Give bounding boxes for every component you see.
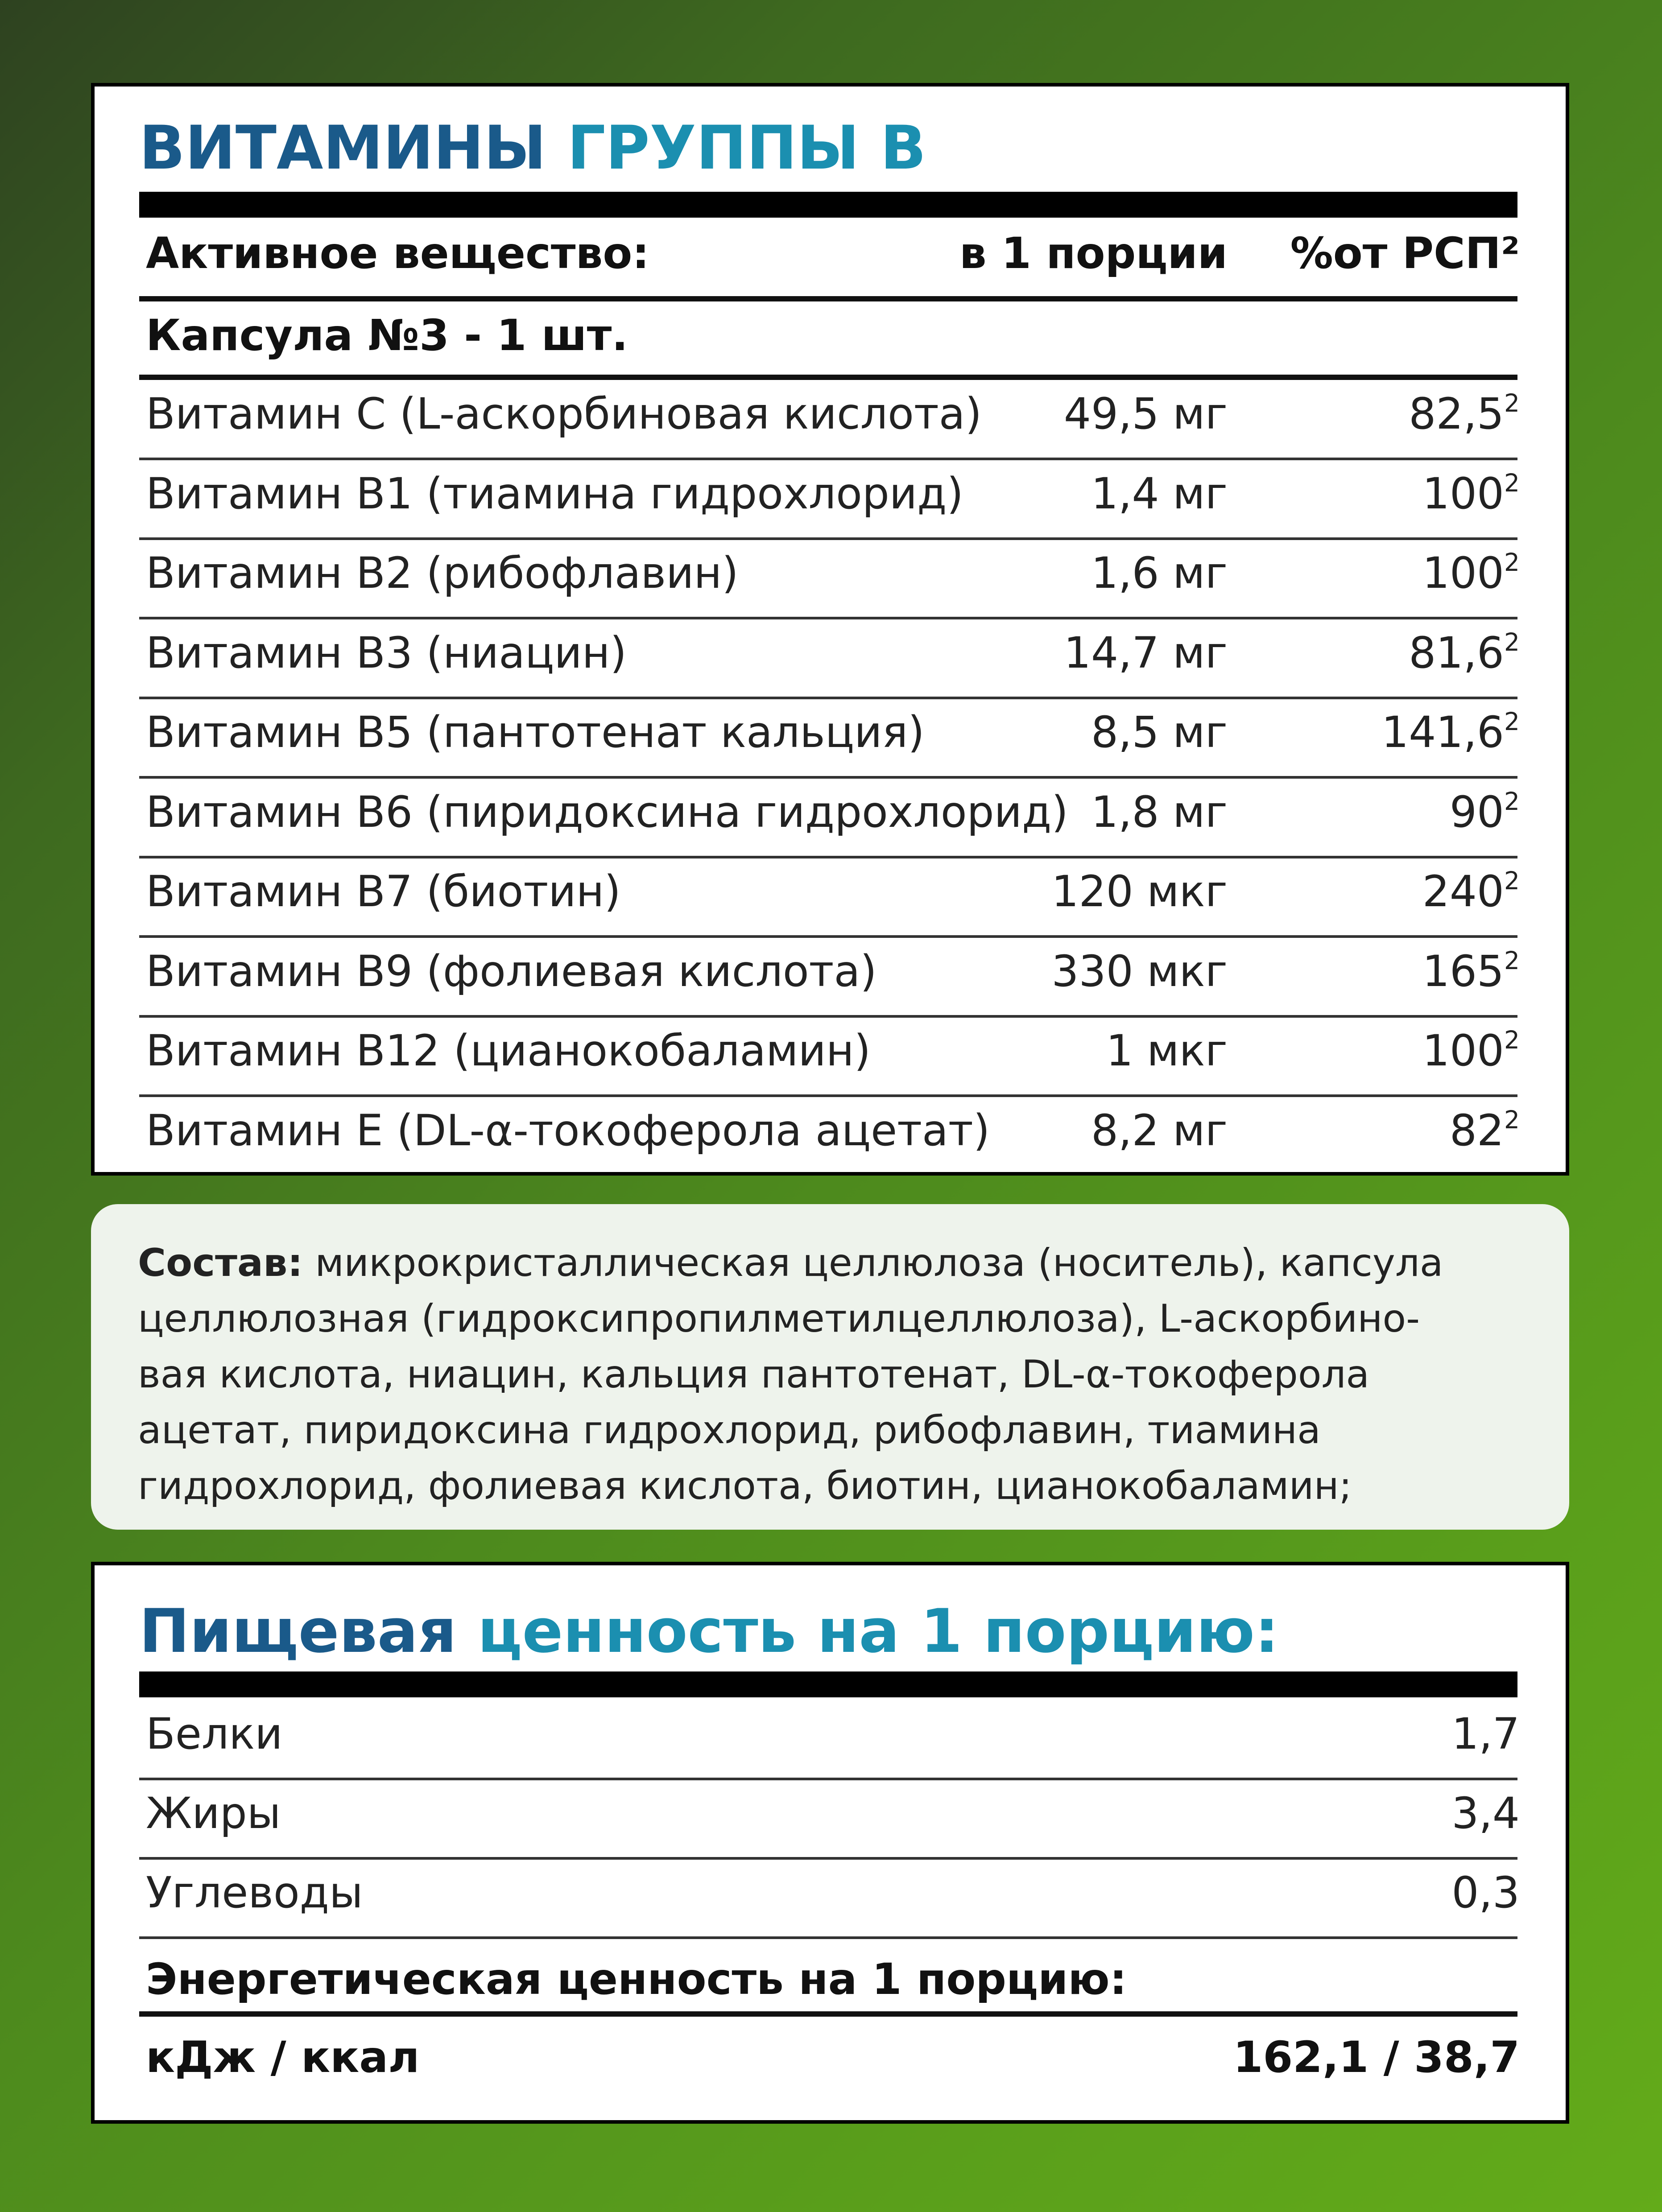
vitamin-percent-value: 100 — [1422, 468, 1504, 519]
vitamin-amount: 1,4 мг — [1091, 468, 1228, 519]
vitamin-percent — [1254, 548, 1520, 598]
vitamins-header-bar — [139, 192, 1517, 218]
vitamin-percent-value: 100 — [1422, 548, 1504, 598]
vitamin-row-divider — [139, 856, 1517, 858]
vitamin-name: Витамин В9 (фолиевая кислота) — [146, 946, 877, 996]
composition-line-3: ацетат, пиридоксина гидрохлорид, рибофлавин, тиамина — [138, 1408, 1321, 1453]
nutrient-value: 1,7 — [1451, 1709, 1520, 1759]
vitamins-title-part2: ГРУППЫ В — [567, 113, 926, 183]
vitamin-percent — [1254, 627, 1520, 678]
vitamin-percent-value: 240 — [1422, 867, 1504, 916]
nutrition-panel — [91, 1562, 1569, 2124]
energy-value: 162,1 / 38,7 — [1233, 2032, 1520, 2082]
vitamin-name: Витамин В5 (пантотенат кальция) — [146, 707, 925, 757]
composition-line-1: целлюлозная (гидроксипропилметилцеллюлоза), L-аскорбино- — [138, 1296, 1420, 1341]
vitamin-percent-footnote: 2 — [1504, 468, 1520, 497]
vitamin-row-divider — [139, 776, 1517, 779]
composition-box — [91, 1204, 1569, 1530]
vitamin-percent — [1254, 946, 1520, 996]
vitamin-name: Витамин В1 (тиамина гидрохлорид) — [146, 468, 963, 519]
capsule-label: Капсула №3 - 1 шт. — [146, 310, 628, 360]
vitamin-percent-footnote: 2 — [1504, 548, 1520, 577]
vitamin-row-divider — [139, 1015, 1517, 1018]
vitamin-amount: 8,2 мг — [1091, 1105, 1228, 1156]
vitamin-amount: 1,6 мг — [1091, 548, 1228, 598]
vitamin-row-divider — [139, 537, 1517, 540]
vitamin-percent-value: 165 — [1422, 946, 1504, 996]
energy-divider — [139, 2011, 1517, 2017]
vitamin-percent — [1254, 389, 1520, 439]
vitamin-percent-footnote: 2 — [1504, 389, 1520, 417]
vitamin-name: Витамин В3 (ниацин) — [146, 627, 627, 678]
vitamin-name: Витамин В2 (рибофлавин) — [146, 548, 739, 598]
composition-line-0 — [138, 1235, 1520, 1291]
vitamin-amount: 120 мкг — [1051, 867, 1228, 916]
vitamin-name: Витамин В6 (пиридоксина гидрохлорид) — [146, 787, 1068, 837]
nutrient-value: 3,4 — [1451, 1788, 1520, 1838]
vitamin-percent — [1254, 1105, 1520, 1156]
composition-text-0: микрокристаллическая целлюлоза (носитель), капсула — [302, 1241, 1443, 1285]
vitamin-percent-footnote: 2 — [1504, 946, 1520, 975]
energy-units: кДж / ккал — [146, 2032, 420, 2082]
vitamin-percent-footnote: 2 — [1504, 1105, 1520, 1134]
vitamin-percent — [1254, 867, 1520, 916]
nutrient-name: Белки — [146, 1709, 283, 1759]
vitamin-amount: 1,8 мг — [1091, 787, 1228, 837]
header-percent: %от РСП² — [1290, 228, 1520, 278]
vitamin-percent-value: 100 — [1422, 1026, 1504, 1076]
vitamin-amount: 8,5 мг — [1091, 707, 1228, 757]
vitamin-row-divider — [139, 935, 1517, 938]
nutrition-title-part1: Пищевая — [139, 1596, 457, 1666]
nutrient-row-divider — [139, 1778, 1517, 1780]
header-per-serving: в 1 порции — [959, 228, 1228, 278]
vitamin-percent-value: 82 — [1449, 1105, 1504, 1156]
vitamin-name: Витамин Е (DL-α-токоферола ацетат) — [146, 1105, 990, 1156]
vitamin-percent-value: 141,6 — [1381, 707, 1504, 757]
vitamin-percent-value: 81,6 — [1409, 627, 1504, 678]
vitamin-percent-value: 90 — [1449, 787, 1504, 837]
vitamin-amount: 14,7 мг — [1063, 627, 1228, 678]
composition-label: Состав: — [138, 1241, 303, 1285]
nutrient-name: Жиры — [146, 1788, 281, 1838]
vitamin-name: Витамин В12 (цианокобаламин) — [146, 1026, 871, 1076]
capsule-divider — [139, 375, 1517, 380]
vitamin-percent — [1254, 1026, 1520, 1076]
vitamin-row-divider — [139, 617, 1517, 619]
vitamins-panel — [91, 83, 1569, 1176]
nutrient-row-divider — [139, 1936, 1517, 1939]
vitamin-percent-footnote: 2 — [1504, 787, 1520, 816]
vitamin-percent-footnote: 2 — [1504, 1026, 1520, 1054]
nutrient-value: 0,3 — [1451, 1868, 1520, 1918]
vitamin-row-divider — [139, 697, 1517, 699]
vitamin-row-divider — [139, 458, 1517, 460]
vitamin-percent-footnote: 2 — [1504, 707, 1520, 736]
vitamin-percent — [1254, 468, 1520, 519]
nutrient-row-divider — [139, 1857, 1517, 1860]
vitamin-amount: 49,5 мг — [1063, 389, 1228, 439]
vitamin-percent-value: 82,5 — [1409, 389, 1504, 439]
vitamin-amount: 330 мкг — [1051, 946, 1228, 996]
vitamin-percent-footnote: 2 — [1504, 627, 1520, 656]
composition-line-4: гидрохлорид, фолиевая кислота, биотин, цианокобаламин; — [138, 1464, 1352, 1508]
vitamin-percent — [1254, 707, 1520, 757]
header-divider — [139, 296, 1517, 301]
nutrition-title — [139, 1596, 1279, 1666]
nutrient-name: Углеводы — [146, 1868, 363, 1918]
nutrition-header-bar — [139, 1671, 1517, 1697]
vitamins-title-part1: ВИТАМИНЫ — [139, 113, 546, 183]
vitamin-percent-footnote: 2 — [1504, 867, 1520, 895]
vitamin-percent — [1254, 787, 1520, 837]
vitamins-title — [139, 113, 926, 183]
nutrition-title-part2: ценность на 1 порцию: — [477, 1596, 1279, 1666]
vitamin-name: Витамин С (L-аскорбиновая кислота) — [146, 389, 982, 439]
energy-label: Энергетическая ценность на 1 порцию: — [146, 1954, 1127, 2004]
header-substance: Активное вещество: — [146, 228, 649, 278]
vitamin-name: Витамин В7 (биотин) — [146, 867, 621, 916]
vitamin-amount: 1 мкг — [1106, 1026, 1228, 1076]
composition-line-2: вая кислота, ниацин, кальция пантотенат, DL-α-токоферола — [138, 1352, 1370, 1397]
vitamin-row-divider — [139, 1094, 1517, 1097]
